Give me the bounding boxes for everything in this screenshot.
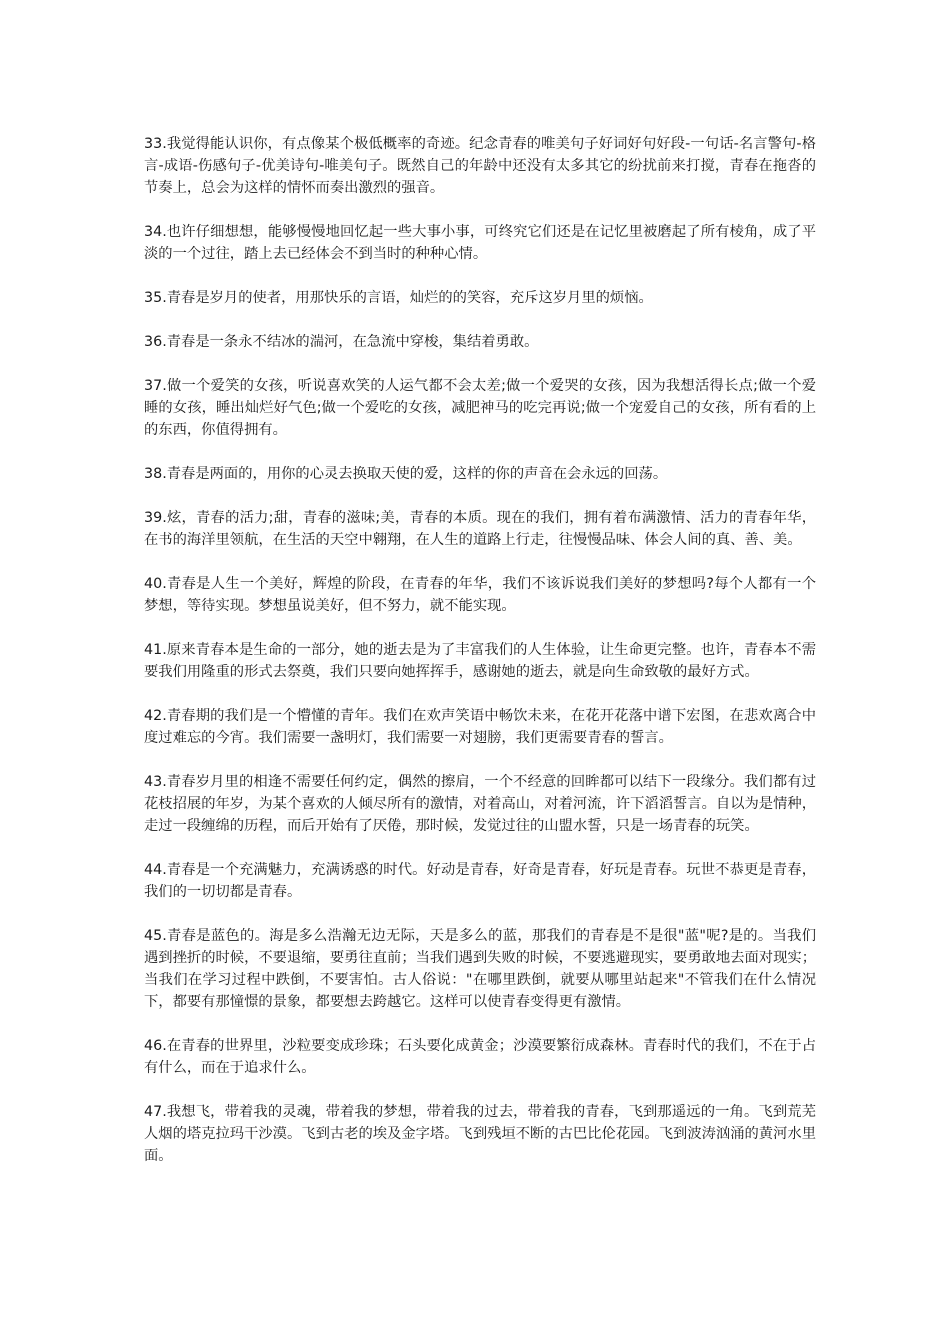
paragraph-33: 33.我觉得能认识你，有点像某个极低概率的奇迹。纪念青春的唯美句子好词好句好段-一句话-名言警句-格言-成语-伤感句子-优美诗句-唯美句子。既然自己的年龄中还没有太多其它的纷扰前来打搅，青春在拖沓的节奏上，总会为这样的情怀而奏出激烈的强音。 [144, 136, 816, 196]
paragraph-47: 47.我想飞，带着我的灵魂，带着我的梦想，带着我的过去，带着我的青春，飞到那遥远的一角。飞到荒芜人烟的塔克拉玛干沙漠。飞到古老的埃及金字塔。飞到残垣不断的古巴比伦花园。飞到波涛汹涌的黄河水里面。 [144, 1104, 816, 1164]
document-page [144, 133, 816, 1189]
paragraph-46: 46.在青春的世界里，沙粒要变成珍珠；石头要化成黄金；沙漠要繁衍成森林。青春时代的我们，不在于占有什么，而在于追求什么。 [144, 1038, 816, 1076]
paragraph-38: 38.青春是两面的，用你的心灵去换取天使的爱，这样的你的声音在会永远的回荡。 [144, 466, 668, 482]
paragraph-36: 36.青春是一条永不结冰的湍河，在急流中穿梭，集结着勇敢。 [144, 334, 539, 350]
paragraph-45: 45.青春是蓝色的。海是多么浩瀚无边无际，天是多么的蓝，那我们的青春是不是很"蓝"呢?是的。当我们遇到挫折的时候，不要退缩，要勇往直前；当我们遇到失败的时候，不要逃避现实，要勇敢地去面对现实；当我们在学习过程中跌倒，不要害怕。古人俗说："在哪里跌倒，就要从哪里站起来"不管我们在什么情况下，都要有那憧憬的景象，都要想去跨越它。这样可以使青春变得更有激情。 [144, 928, 816, 1010]
paragraph-41: 41.原来青春本是生命的一部分，她的逝去是为了丰富我们的人生体验，让生命更完整。也许，青春本不需要我们用隆重的形式去祭奠，我们只要向她挥挥手，感谢她的逝去，就是向生命致敬的最好方式。 [144, 642, 816, 680]
paragraph-42: 42.青春期的我们是一个懵懂的青年。我们在欢声笑语中畅饮未来，在花开花落中谱下宏图，在悲欢离合中度过难忘的今宵。我们需要一盏明灯，我们需要一对翅膀，我们更需要青春的誓言。 [144, 708, 816, 746]
paragraph-44: 44.青春是一个充满魅力，充满诱惑的时代。好动是青春，好奇是青春，好玩是青春。玩世不恭更是青春，我们的一切切都是青春。 [144, 862, 816, 900]
paragraph-35: 35.青春是岁月的使者，用那快乐的言语，灿烂的的笑容，充斥这岁月里的烦恼。 [144, 290, 653, 306]
paragraph-34: 34.也许仔细想想，能够慢慢地回忆起一些大事小事，可终究它们还是在记忆里被磨起了所有棱角，成了平淡的一个过往，踏上去已经体会不到当时的种种心情。 [144, 224, 816, 262]
paragraph-43: 43.青春岁月里的相逢不需要任何约定，偶然的擦肩，一个不经意的回眸都可以结下一段缘分。我们都有过花枝招展的年岁，为某个喜欢的人倾尽所有的激情，对着高山，对着河流，许下滔滔誓言。自以为是情种，走过一段缠绵的历程，而后开始有了厌倦，那时候，发觉过往的山盟水誓，只是一场青春的玩笑。 [144, 774, 816, 834]
paragraph-39: 39.炫，青春的活力;甜，青春的滋味;美，青春的本质。现在的我们，拥有着布满激情、活力的青春年华，在书的海洋里领航，在生活的天空中翱翔，在人生的道路上行走，往慢慢品味、体会人间的真、善、美。 [144, 510, 816, 548]
paragraph-40: 40.青春是人生一个美好，辉煌的阶段，在青春的年华，我们不该诉说我们美好的梦想吗?每个人都有一个梦想，等待实现。梦想虽说美好，但不努力，就不能实现。 [144, 576, 816, 614]
paragraph-37: 37.做一个爱笑的女孩，听说喜欢笑的人运气都不会太差;做一个爱哭的女孩，因为我想活得长点;做一个爱睡的女孩，睡出灿烂好气色;做一个爱吃的女孩，减肥神马的吃完再说;做一个宠爱自己的女孩，所有看的上的东西，你值得拥有。 [144, 378, 816, 438]
